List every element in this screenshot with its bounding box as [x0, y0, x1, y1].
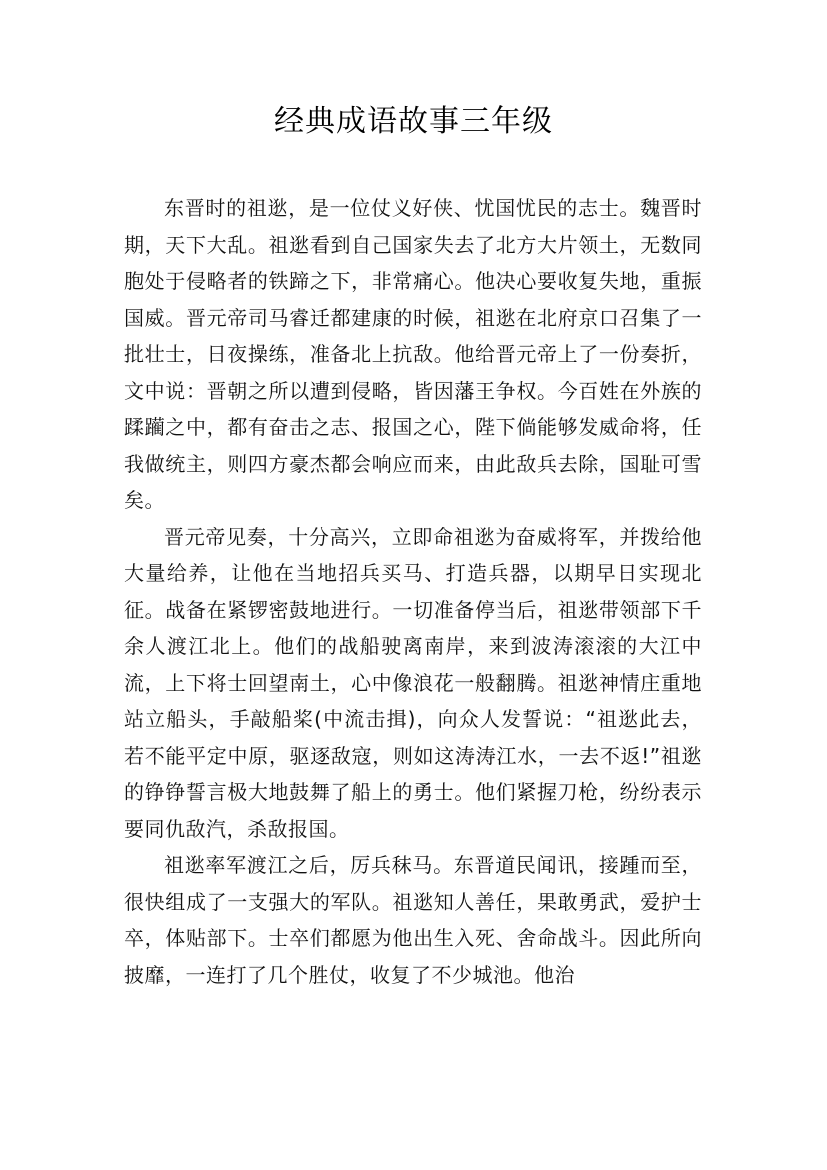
paragraph: 东晋时的祖逖，是一位仗义好侠、忧国忧民的志士。魏晋时期，天下大乱。祖逖看到自己国家失去了北方大片领土，无数同胞处于侵略者的铁蹄之下，非常痛心。他决心要收复失地，重振国威。晋元帝司马睿迁都建康的时候，祖逖在北府京口召集了一批壮士，日夜操练，准备北上抗敌。他给晋元帝上了一份奏折，文中说：晋朝之所以遭到侵略，皆因藩王争权。今百姓在外族的蹂躏之中，都有奋击之志、报国之心，陛下倘能够发威命将，任我做统主，则四方豪杰都会响应而来，由此敌兵去除，国耻可雪矣。 — [124, 196, 702, 512]
paragraph: 祖逖率军渡江之后，厉兵秣马。东晋道民闻讯，接踵而至，很快组成了一支强大的军队。祖逖知人善任，果敢勇武，爱护士卒，体贴部下。士卒们都愿为他出生入死、舍命战斗。因此所向披靡，一连打了几个胜仗，收复了不少城池。他治 — [124, 853, 702, 987]
page-title: 经典成语故事三年级 — [274, 104, 553, 139]
document-body — [124, 190, 702, 993]
paragraph: 晋元帝见奏，十分高兴，立即命祖逖为奋威将军，并拨给他大量给养，让他在当地招兵买马、打造兵器，以期早日实现北征。战备在紧锣密鼓地进行。一切准备停当后，祖逖带领部下千余人渡江北上。他们的战船驶离南岸，来到波涛滚滚的大江中流，上下将士回望南土，心中像浪花一般翻腾。祖逖神情庄重地站立船头，手敲船桨(中流击揖)，向众人发誓说：“祖逖此去，若不能平定中原，驱逐敌寇，则如这涛涛江水，一去不返!”祖逖的铮铮誓言极大地鼓舞了船上的勇士。他们紧握刀枪，纷纷表示要同仇敌汽，杀敌报国。 — [124, 524, 702, 841]
